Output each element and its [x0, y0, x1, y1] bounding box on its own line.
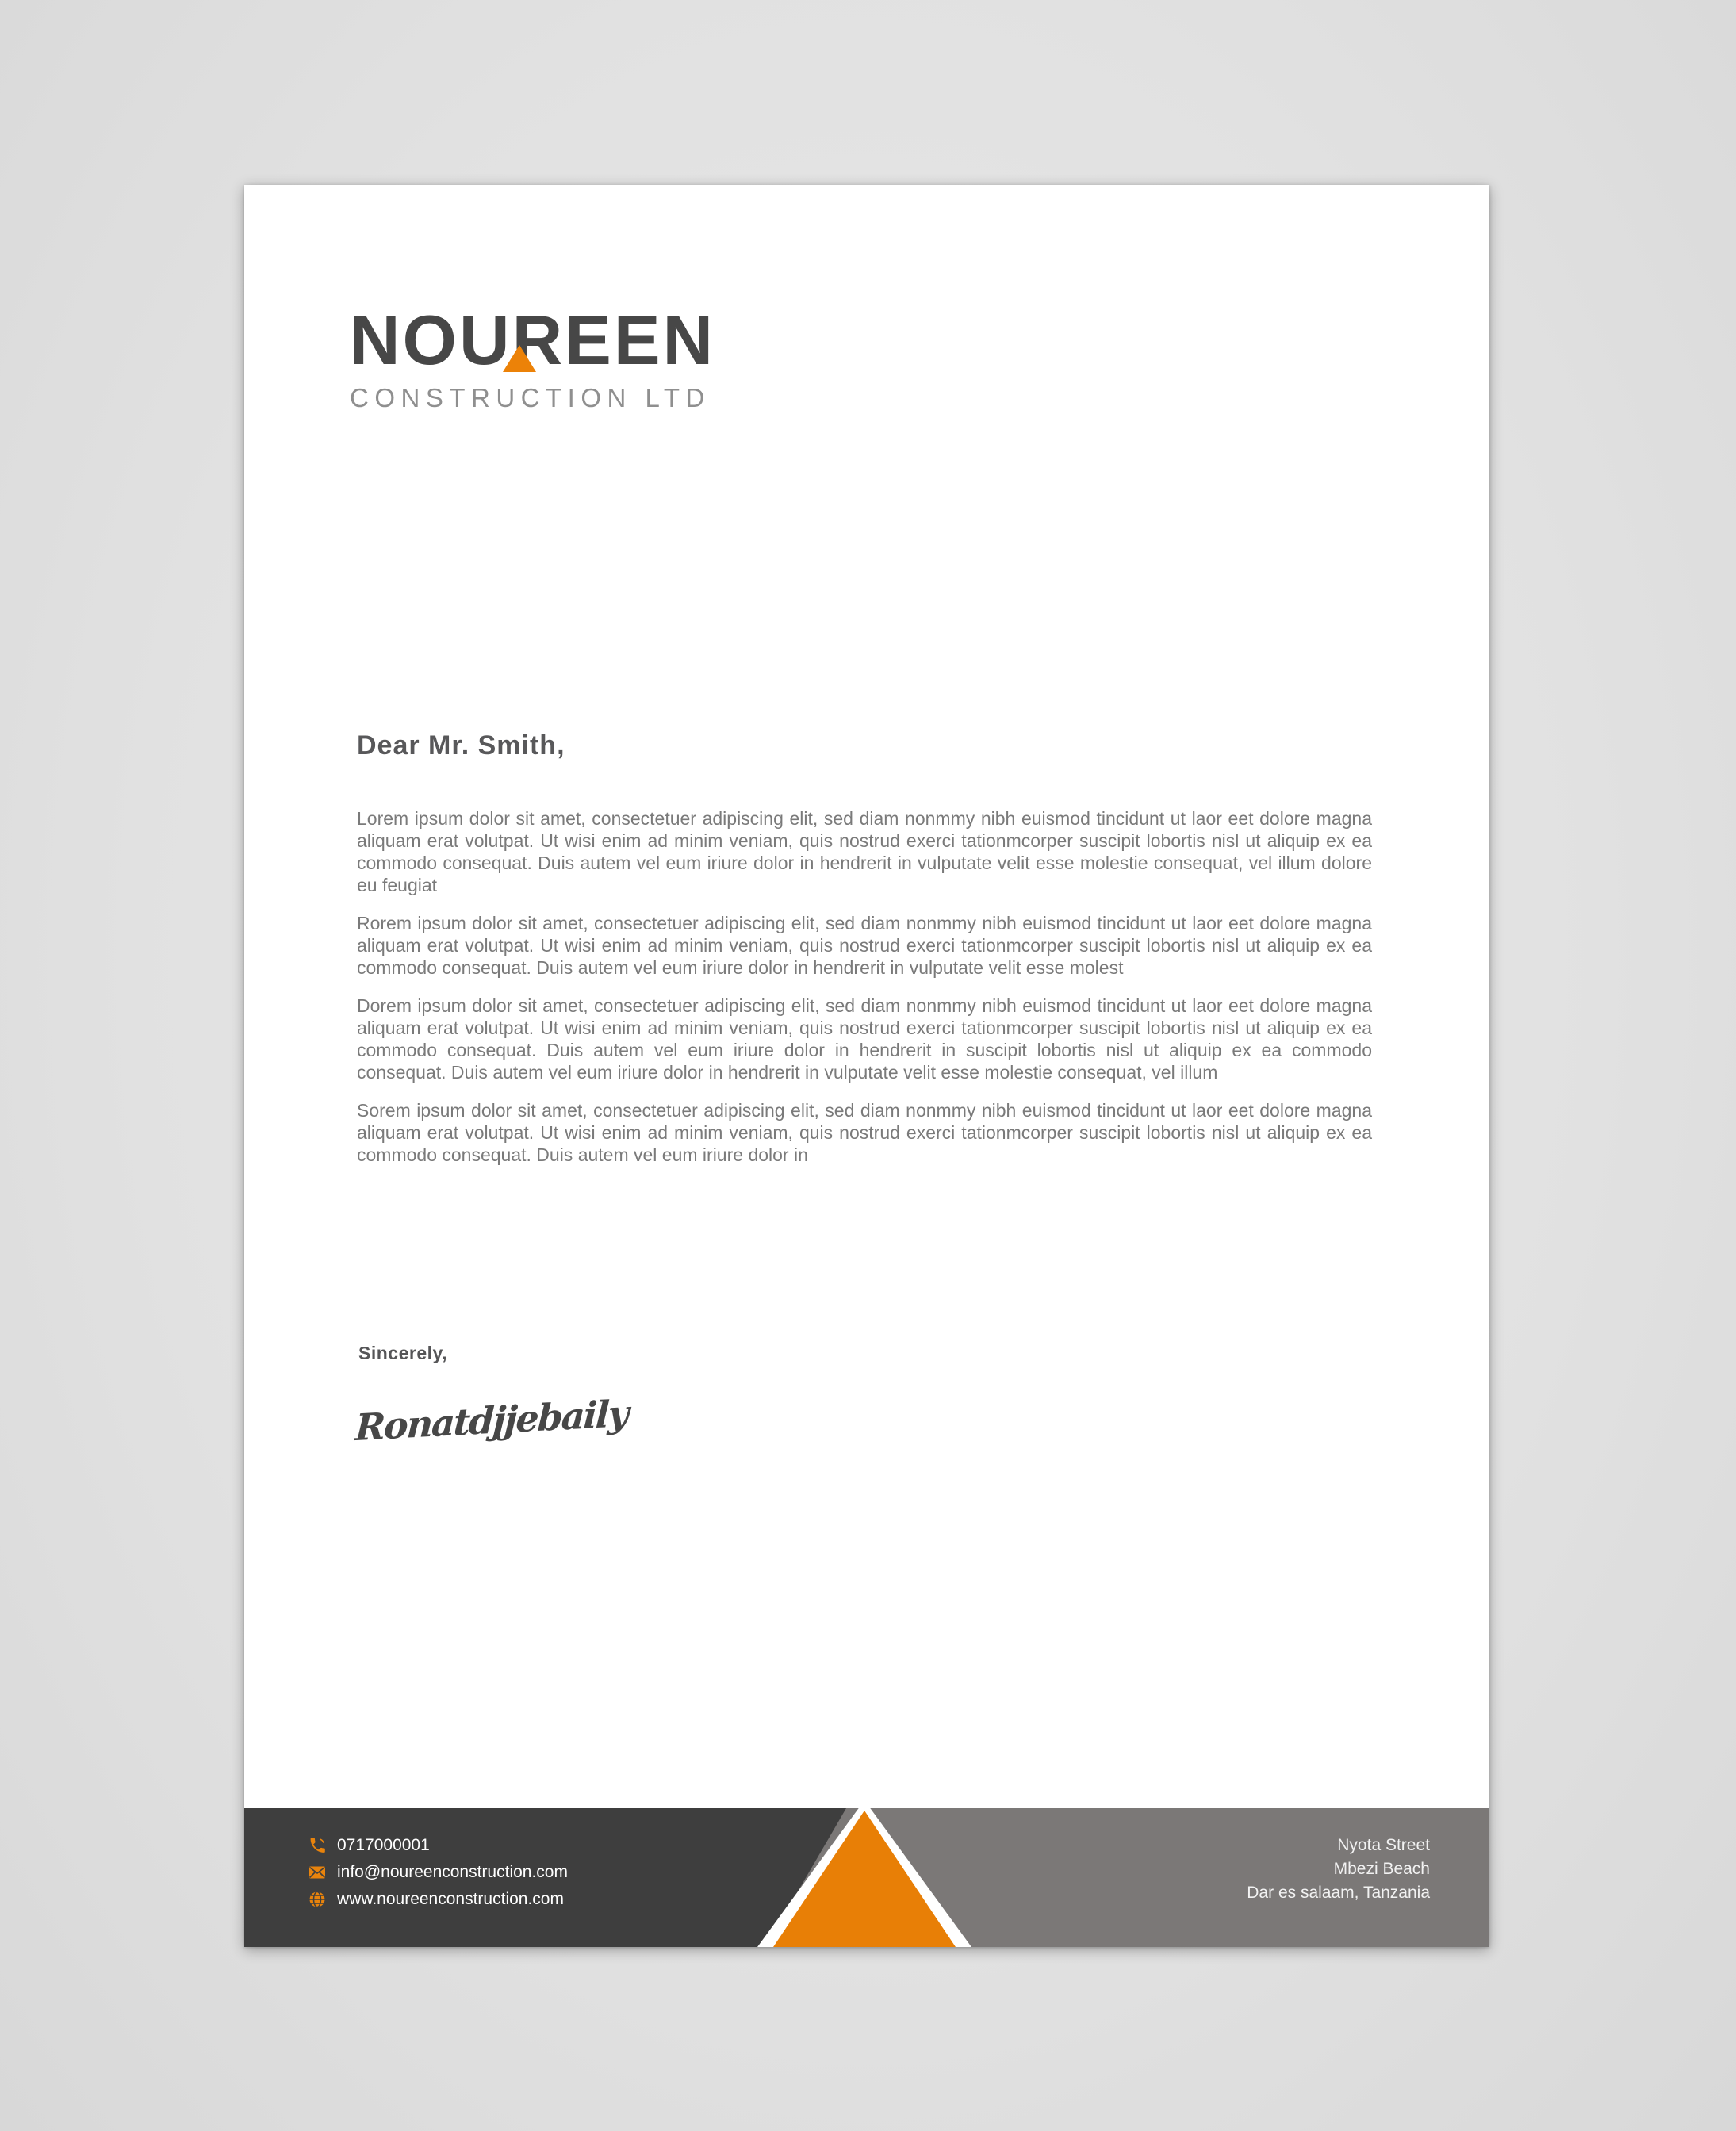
company-name-r: R — [512, 305, 565, 375]
phone-number: 0717000001 — [337, 1836, 430, 1854]
company-name — [350, 301, 716, 379]
company-name-pre: NOU — [350, 301, 512, 379]
address-line-3: Dar es salaam, Tanzania — [1247, 1884, 1430, 1902]
paragraph-4: Sorem ipsum dolor sit amet, consectetuer adipiscing elit, sed diam nonmmy nibh euismod tincidunt ut laor eet dolore magna aliquam erat volutpat. Ut wisi enim ad minim veniam, quis nostrud exerci tationmcorper suscipit lobortis nisl ut aliquip ex ea commodo consequat. Duis autem vel eum iriure dolor in — [357, 1100, 1372, 1165]
paragraph-3: Dorem ipsum dolor sit amet, consectetuer adipiscing elit, sed diam nonmmy nibh euismod tincidunt ut laor eet dolore magna aliquam erat volutpat. Ut wisi enim ad minim veniam, quis nostrud exerci tationmcorper suscipit lobortis nisl ut aliquip ex ea commodo consequat. Duis autem vel eum iriure dolor in hendrerit in suscipit lobortis nisl ut aliquip ex ea commodo consequat. Duis autem vel eum iriure dolor in hendrerit in vulputate velit esse molestie consequat, vel illum — [357, 995, 1372, 1083]
footer — [244, 1808, 1489, 1947]
logo-triangle-icon — [503, 345, 536, 372]
paragraph-2: Rorem ipsum dolor sit amet, consectetuer adipiscing elit, sed diam nonmmy nibh euismod tincidunt ut laor eet dolore magna aliquam erat volutpat. Ut wisi enim ad minim veniam, quis nostrud exerci tationmcorper suscipit lobortis nisl ut aliquip ex ea commodo consequat. Duis autem vel eum iriure dolor in hendrerit in vulputate velit esse molest — [357, 913, 1372, 978]
company-name-post: EEN — [565, 301, 716, 379]
phone-icon — [308, 1836, 327, 1855]
contact-block — [308, 1835, 568, 1916]
email-address: info@noureenconstruction.com — [337, 1863, 568, 1881]
email-icon — [308, 1863, 327, 1882]
letter-body — [357, 807, 1372, 1182]
company-subtitle: CONSTRUCTION LTD — [350, 383, 711, 412]
closing: Sincerely, — [358, 1343, 447, 1363]
signature: Ronatdjjebaily — [354, 1391, 629, 1450]
salutation: Dear Mr. Smith, — [357, 730, 565, 761]
website-url: www.noureenconstruction.com — [337, 1890, 564, 1908]
contact-phone-row — [308, 1835, 568, 1856]
contact-website-row — [308, 1889, 568, 1910]
globe-icon — [308, 1890, 327, 1909]
address-line-2: Mbezi Beach — [1333, 1860, 1430, 1878]
footer-triangle-icon — [773, 1811, 956, 1947]
letterhead-page — [244, 185, 1489, 1947]
address-block — [1247, 1834, 1430, 1905]
address-line-1: Nyota Street — [1337, 1836, 1430, 1854]
paragraph-1: Lorem ipsum dolor sit amet, consectetuer adipiscing elit, sed diam nonmmy nibh euismod tincidunt ut laor eet dolore magna aliquam erat volutpat. Ut wisi enim ad minim veniam, quis nostrud exerci tationmcorper suscipit lobortis nisl ut aliquip ex ea commodo consequat. Duis autem vel eum iriure dolor in hendrerit in vulputate velit esse molestie consequat, vel illum dolore eu feugiat — [357, 808, 1372, 895]
contact-email-row — [308, 1862, 568, 1883]
company-logo — [350, 301, 716, 413]
